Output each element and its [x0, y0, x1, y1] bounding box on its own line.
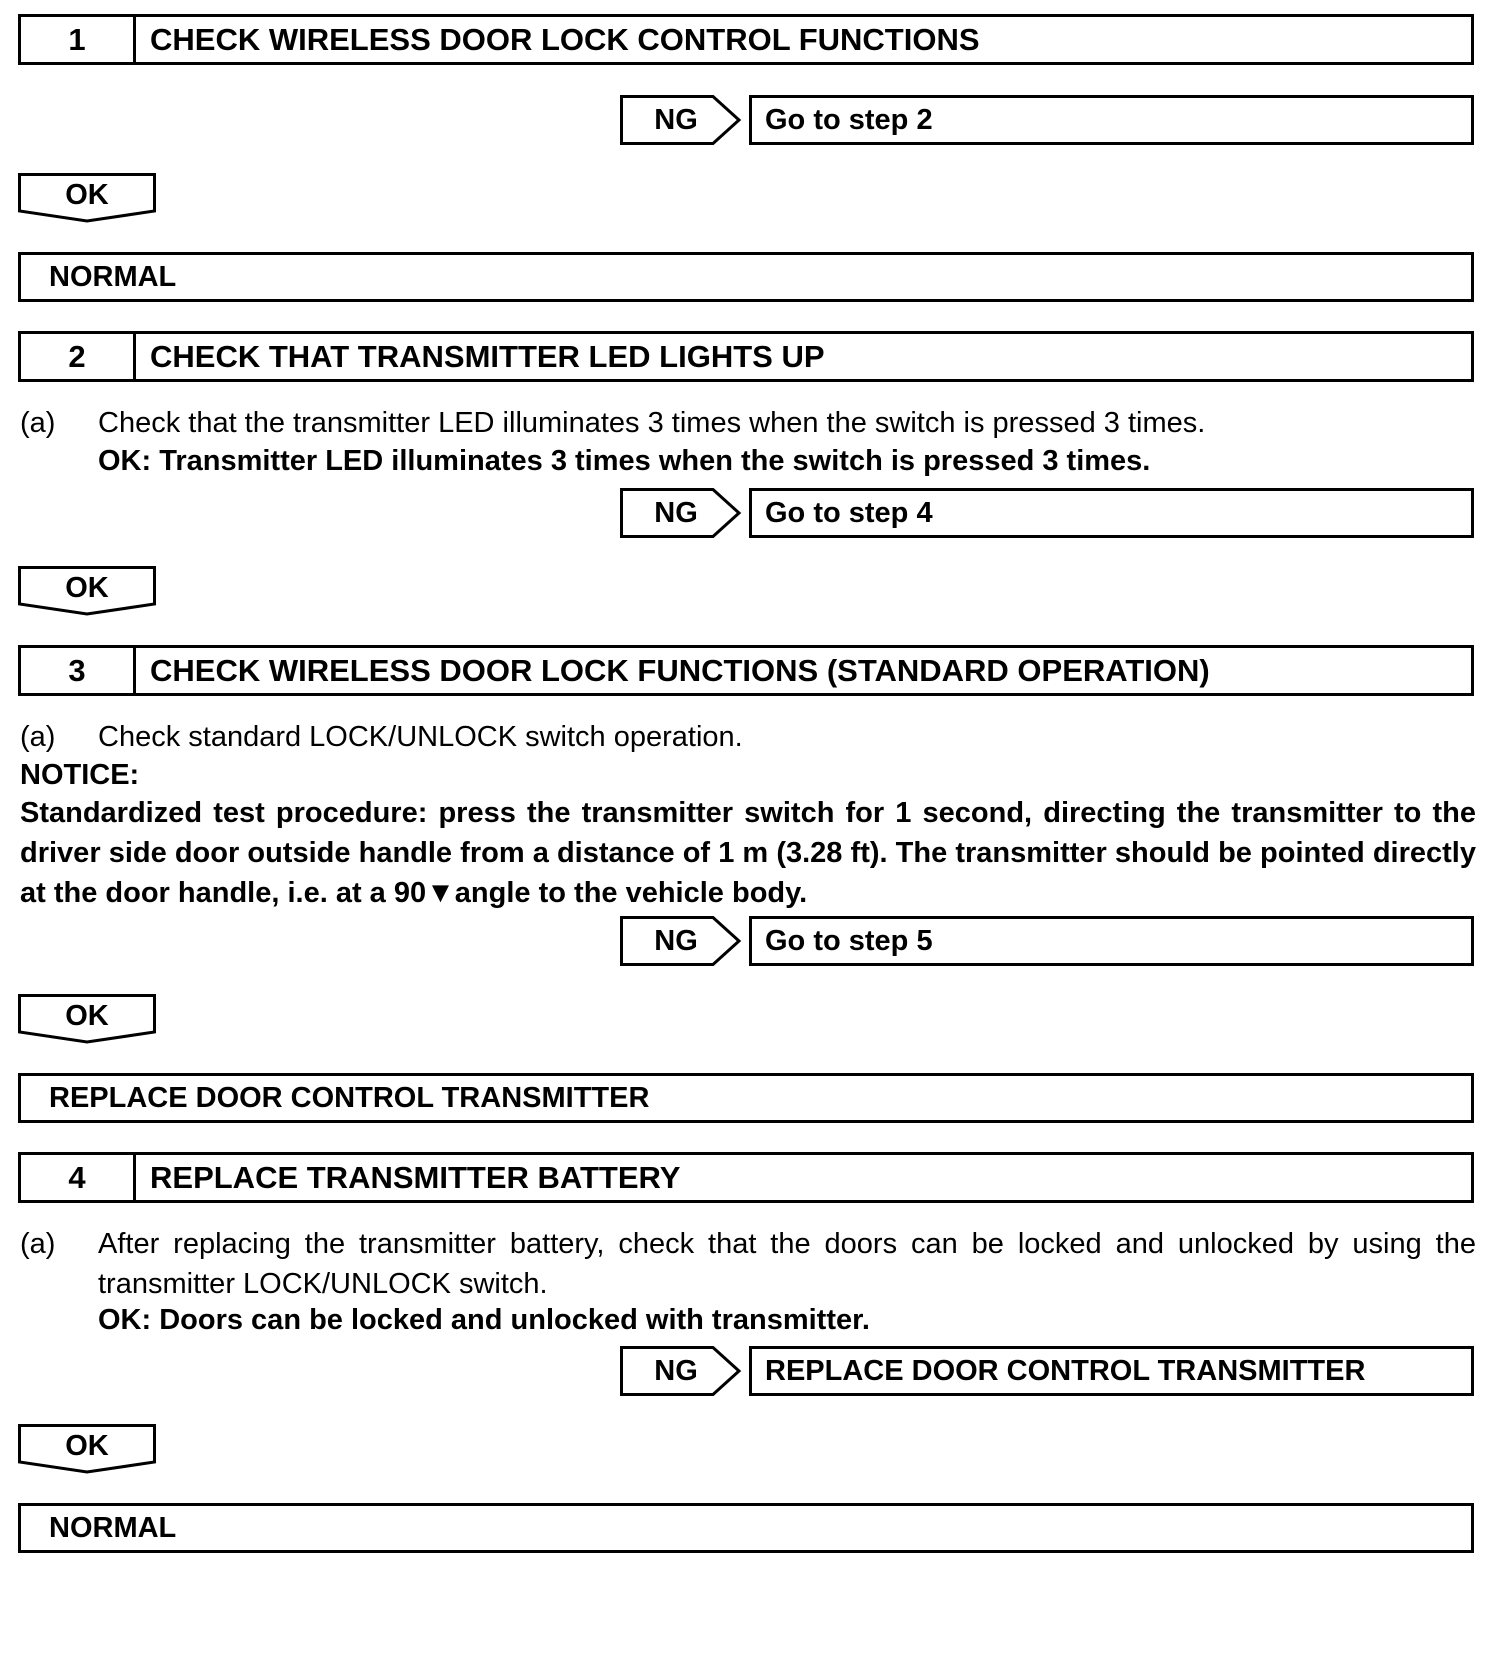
step-3-result: REPLACE DOOR CONTROL TRANSMITTER [18, 1073, 1474, 1123]
step-1-ok-branch[interactable] [18, 173, 156, 225]
step-2-header [18, 331, 1474, 382]
step-3-item-tag: (a) [20, 721, 56, 753]
step-4-number: 4 [21, 1155, 136, 1200]
step-1-title: CHECK WIRELESS DOOR LOCK CONTROL FUNCTIONS [150, 21, 980, 57]
step-3-title: CHECK WIRELESS DOOR LOCK FUNCTIONS (STANDARD OPERATION) [150, 652, 1210, 688]
step-1-ng-branch[interactable] [620, 95, 1474, 145]
step-2-ng-branch[interactable] [620, 488, 1474, 538]
step-3-instruction: Check standard LOCK/UNLOCK switch operation. [98, 721, 743, 753]
step-2-ok-label: OK [65, 571, 109, 604]
step-3-notice-text: Standardized test procedure: press the transmitter switch for 1 second, directing the transmitter to the driver side door outside handle from a distance of 1 m (3.28 ft). The transmitter should be pointed directly at the door handle, i.e. at a 90▼angle to the vehicle body. [20, 797, 1476, 909]
step-2-ng-target[interactable]: Go to step 4 [749, 488, 1474, 538]
step-4-ok-branch[interactable] [18, 1424, 156, 1476]
step-3-ng-branch[interactable] [620, 916, 1474, 966]
step-4-ng-branch[interactable] [620, 1346, 1474, 1396]
step-4-ng-label: NG [654, 1354, 698, 1387]
step-3-header [18, 645, 1474, 696]
step-3-ok-label: OK [65, 999, 109, 1032]
step-4-result: NORMAL [18, 1503, 1474, 1553]
step-3-ng-label: NG [654, 924, 698, 957]
step-2-ok-criteria: OK: Transmitter LED illuminates 3 times when the switch is pressed 3 times. [98, 445, 1151, 477]
step-4-instruction: After replacing the transmitter battery, check that the doors can be locked and unlocked by using the transmitter LOCK/UNLOCK switch. [98, 1228, 1476, 1300]
step-2-item-tag: (a) [20, 407, 56, 439]
step-3-number: 3 [21, 648, 136, 693]
step-1-header [18, 14, 1474, 65]
step-1-result: NORMAL [18, 252, 1474, 302]
step-4-item-tag: (a) [20, 1228, 56, 1260]
step-4-header [18, 1152, 1474, 1203]
step-1-ng-target[interactable]: Go to step 2 [749, 95, 1474, 145]
step-4-ok-criteria: OK: Doors can be locked and unlocked with transmitter. [98, 1304, 870, 1336]
step-4-ng-target[interactable]: REPLACE DOOR CONTROL TRANSMITTER [749, 1346, 1474, 1396]
step-2-ok-branch[interactable] [18, 566, 156, 618]
step-4-ok-label: OK [65, 1429, 109, 1462]
step-3-notice-heading: NOTICE: [20, 759, 140, 791]
step-2-ng-label: NG [654, 496, 698, 529]
step-1-ng-label: NG [654, 103, 698, 136]
step-1-ok-label: OK [65, 178, 109, 211]
step-3-ng-target[interactable]: Go to step 5 [749, 916, 1474, 966]
step-2-number: 2 [21, 334, 136, 379]
step-2-instruction: Check that the transmitter LED illuminates 3 times when the switch is pressed 3 times. [98, 407, 1206, 439]
step-1-number: 1 [21, 17, 136, 62]
step-2-title: CHECK THAT TRANSMITTER LED LIGHTS UP [150, 338, 825, 374]
step-4-title: REPLACE TRANSMITTER BATTERY [150, 1159, 681, 1195]
step-3-ok-branch[interactable] [18, 994, 156, 1046]
